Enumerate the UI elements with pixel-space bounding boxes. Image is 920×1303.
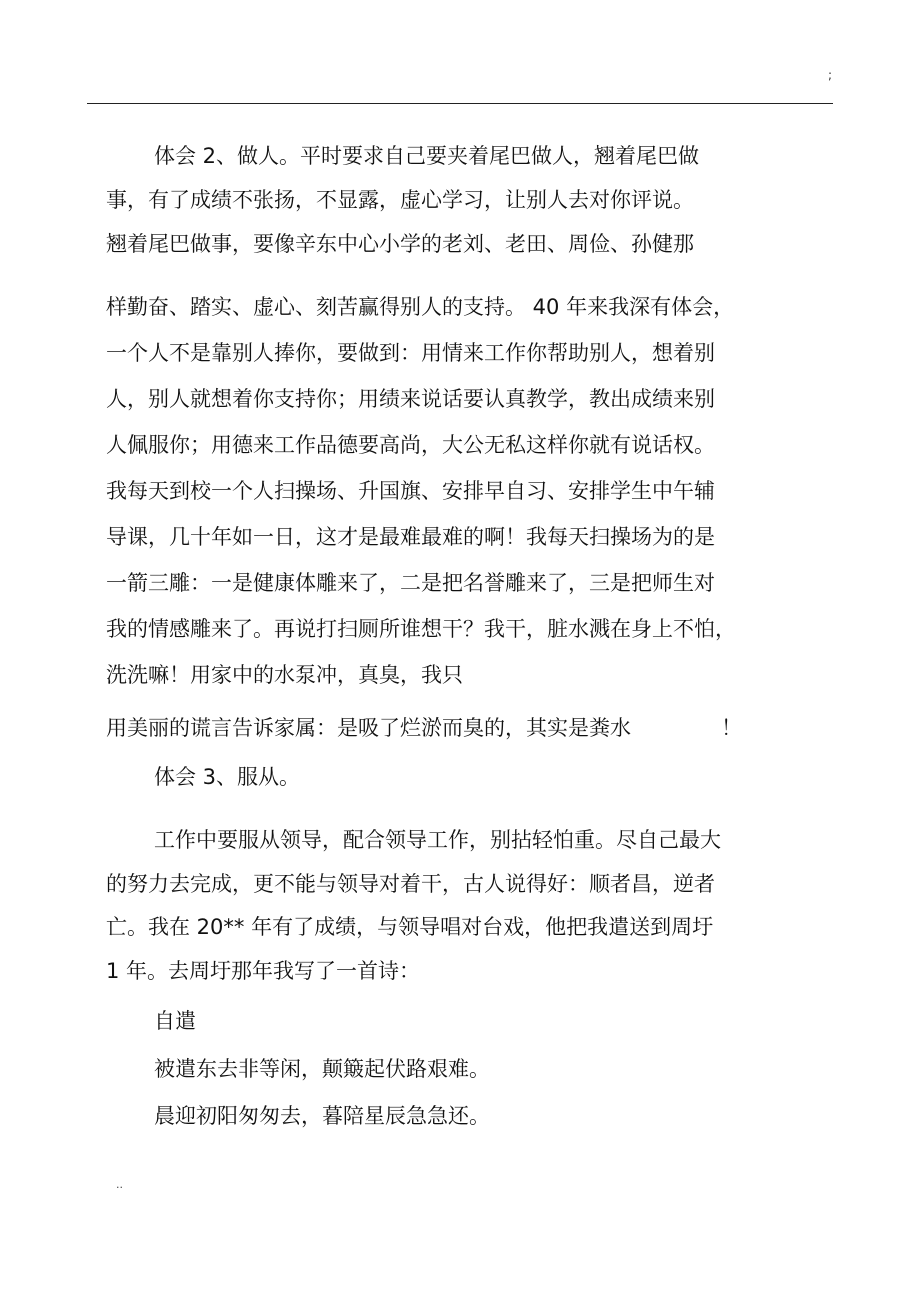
paragraph-line: 一个人不是靠别人捧你，要做到：用情来工作你帮助别人，想着别 <box>106 341 715 365</box>
poem-title: 自遣 <box>154 1009 196 1033</box>
paragraph-line: 样勤奋、踏实、虚心、刻苦赢得别人的支持。 40 年来我深有体会， <box>106 295 735 319</box>
paragraph-line: 翘着尾巴做事，要像辛东中心小学的老刘、老田、周俭、孙健那 <box>106 232 694 256</box>
section-heading: 体会 3、服从。 <box>154 765 301 789</box>
paragraph-line: 事，有了成绩不张扬，不显露，虚心学习，让别人去对你评说。 <box>106 188 694 212</box>
exclamation-mark: ！ <box>721 716 742 740</box>
poem-line: 晨迎初阳匆匆去，暮陪星辰急急还。 <box>154 1104 490 1128</box>
paragraph-line: 一箭三雕：一是健康体雕来了，二是把名誉雕来了，三是把师生对 <box>106 571 715 595</box>
poem-line: 被遣东去非等闲，颠簸起伏路艰难。 <box>154 1057 490 1081</box>
paragraph-line: 工作中要服从领导，配合领导工作，别拈轻怕重。尽自己最大 <box>154 828 721 852</box>
footer-mark: .. <box>116 1178 123 1191</box>
paragraph-line: 洗洗嘛！用家中的水泵冲，真臭，我只 <box>106 663 463 687</box>
paragraph-line: 我的情感雕来了。再说打扫厕所谁想干？我干，脏水溅在身上不怕， <box>106 617 736 641</box>
paragraph-line: 人佩服你；用德来工作品德要高尚，大公无私这样你就有说话权。 <box>106 433 715 457</box>
paragraph-line: 体会 2、做人。平时要求自己要夹着尾巴做人，翘着尾巴做 <box>154 144 700 168</box>
paragraph-line: 亡。我在 20** 年有了成绩，与领导唱对台戏，他把我遣送到周圩 <box>106 915 714 939</box>
header-mark: ; <box>828 68 833 82</box>
paragraph-line: 我每天到校一个人扫操场、升国旗、安排早自习、安排学生中午辅 <box>106 479 715 503</box>
paragraph-line: 用美丽的谎言告诉家属：是吸了烂淤而臭的，其实是粪水 <box>106 716 631 740</box>
header-rule <box>87 103 833 104</box>
paragraph-line: 的努力去完成，更不能与领导对着干，古人说得好：顺者昌，逆者 <box>106 872 715 896</box>
paragraph-line: 人，别人就想着你支持你；用绩来说话要认真教学，教出成绩来别 <box>106 387 715 411</box>
paragraph-line: 1 年。去周圩那年我写了一首诗： <box>106 959 421 983</box>
paragraph-line: 导课，几十年如一日，这才是最难最难的啊！我每天扫操场为的是 <box>106 525 715 549</box>
